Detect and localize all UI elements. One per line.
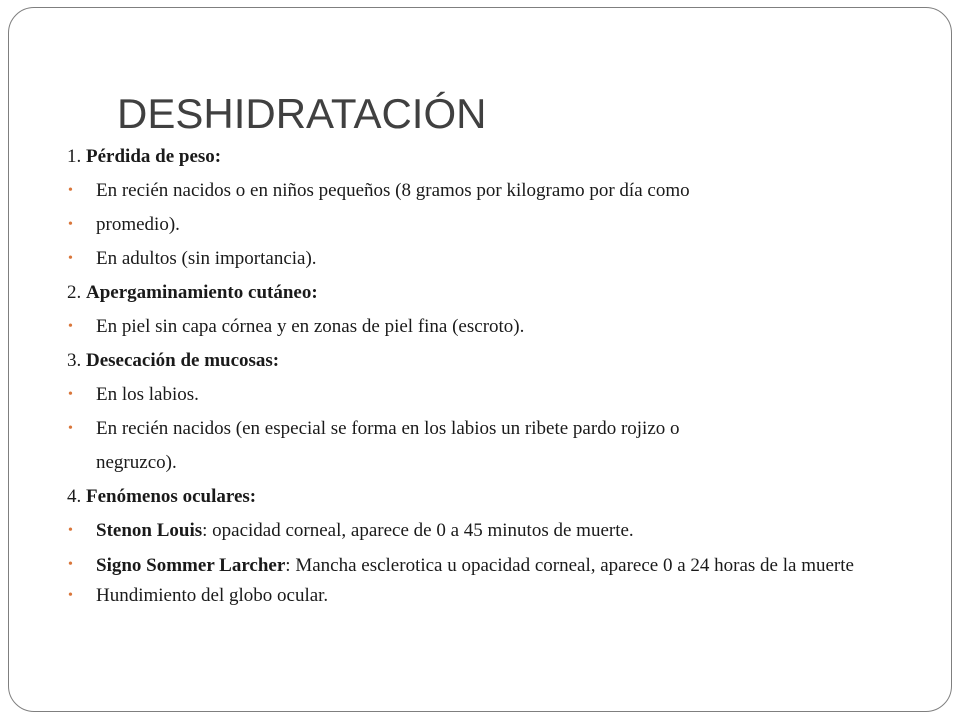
bullet-icon: • [68, 387, 73, 402]
list-item-text: En recién nacidos o en niños pequeños (8 gramos por kilogramo por día como [96, 180, 690, 201]
list-item-text: : Mancha esclerotica u opacidad corneal, aparece 0 a 24 horas de la muerte [285, 555, 854, 576]
list-item-text: En piel sin capa córnea y en zonas de piel fina (escroto). [96, 316, 525, 337]
list-item [67, 412, 907, 446]
section-title: Desecación de mucosas: [86, 350, 280, 371]
bullet-icon: • [68, 557, 73, 572]
list-item [67, 310, 907, 344]
section-heading [67, 140, 907, 174]
list-item-text: negruzco). [96, 452, 177, 473]
list-item-text: En recién nacidos (en especial se forma en los labios un ribete pardo rojizo o [96, 418, 680, 439]
list-item [67, 174, 907, 208]
list-item [67, 242, 907, 276]
list-item-term: Stenon Louis [96, 520, 203, 541]
list-item-text: Hundimiento del globo ocular. [96, 585, 329, 606]
section-heading [67, 276, 907, 310]
bullet-icon: • [68, 421, 73, 436]
section-number: 1. [67, 146, 82, 167]
list-item [67, 378, 907, 412]
section-number: 2. [67, 282, 82, 303]
list-item-text: En los labios. [96, 384, 199, 405]
slide [8, 7, 952, 712]
section-title: Fenómenos oculares: [86, 486, 257, 507]
slide-body [67, 140, 907, 613]
list-item [67, 548, 907, 579]
section-heading [67, 480, 907, 514]
section-title: Pérdida de peso: [86, 146, 222, 167]
section-title: Apergaminamiento cutáneo: [86, 282, 318, 303]
list-item-continuation [67, 446, 907, 480]
bullet-icon: • [68, 588, 73, 603]
bullet-icon: • [68, 251, 73, 266]
list-item-text: En adultos (sin importancia). [96, 248, 317, 269]
list-item [67, 514, 907, 548]
list-item-text: : opacidad corneal, aparece de 0 a 45 minutos de muerte. [202, 520, 634, 541]
section-number: 3. [67, 350, 82, 371]
list-item [67, 579, 907, 613]
slide-title: DESHIDRATACIÓN [117, 90, 487, 137]
bullet-icon: • [68, 217, 73, 232]
list-item-text: promedio). [96, 214, 180, 235]
section-heading [67, 344, 907, 378]
section-number: 4. [67, 486, 82, 507]
bullet-icon: • [68, 183, 73, 198]
bullet-icon: • [68, 319, 73, 334]
bullet-icon: • [68, 523, 73, 538]
list-item [67, 208, 907, 242]
list-item-term: Signo Sommer Larcher [96, 555, 286, 576]
